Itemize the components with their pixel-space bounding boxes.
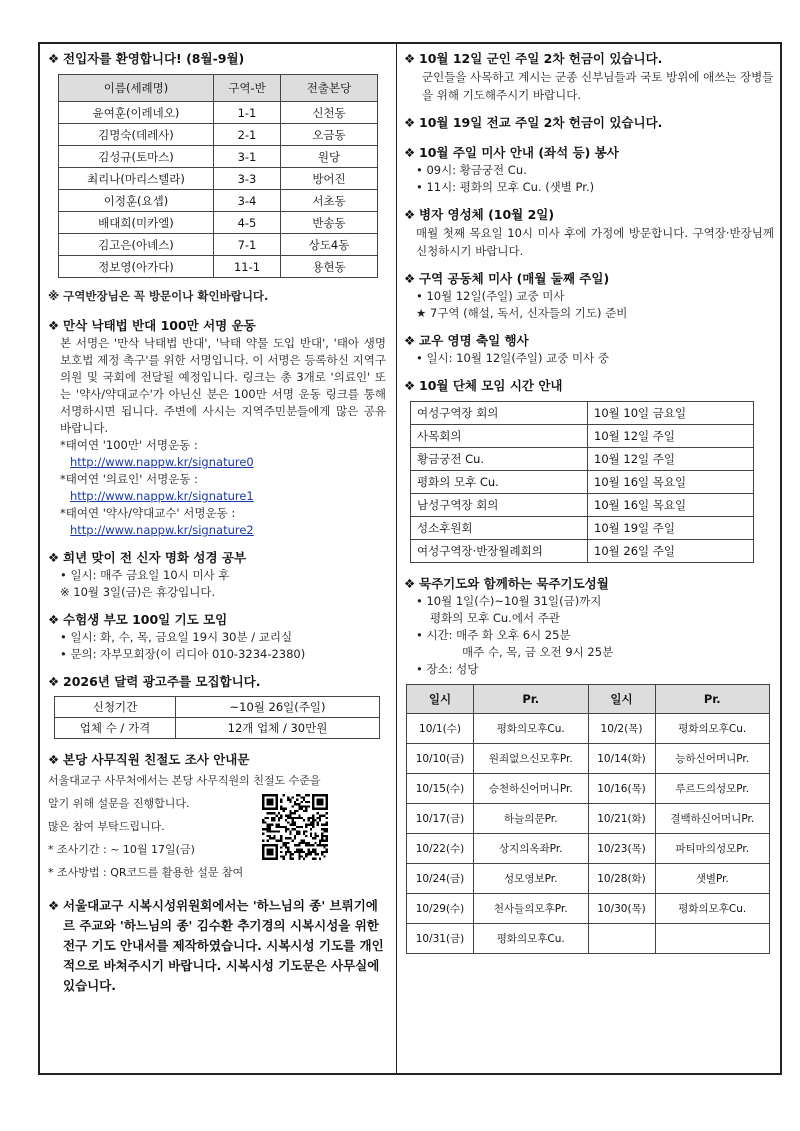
qr-code-icon[interactable] [262,794,328,860]
table-cell: 여성구역장 회의 [411,402,588,425]
table-cell: 10/31(금) [407,924,474,954]
table-cell: 7-1 [214,234,281,256]
bullet-icon: ❖ [404,576,416,591]
bullet-icon: ❖ [48,318,60,333]
calendar-table [54,696,380,739]
bullet-icon: ❖ [48,674,60,689]
table-cell: 사목회의 [411,425,588,448]
table-cell: 2-1 [214,124,281,146]
table-cell: 방어진 [281,168,378,190]
groups-table-body [411,402,754,563]
sick-body: 매월 첫째 목요일 10시 미사 후에 가정에 방문합니다. 구역장·반장님께 신청하시기 바랍니다. [416,226,774,258]
mission-heading: ❖ 10월 19일 전교 주일 2차 헌금이 있습니다. [404,115,663,130]
survey-line: 많은 참여 부탁드립니다. [48,820,165,833]
rosary-line: • 시간: 매주 화 오후 6시 25분 [416,628,571,642]
table-row [59,212,378,234]
table-cell: ~10월 26일(주일) [176,697,380,718]
table-cell: 남성구역장 회의 [411,494,588,517]
table-header: 이름(세례명) [59,75,214,102]
table-cell: 성모영보Pr. [474,864,589,894]
table-row [407,714,770,744]
table-cell: 10월 19일 주일 [588,517,754,540]
table-cell: 상도4동 [281,234,378,256]
table-row [411,471,754,494]
right-column [404,50,774,954]
table-cell: 정보영(아가다) [59,256,214,278]
table-cell: 10/14(화) [588,744,655,774]
table-row [407,924,770,954]
rosary-table-body [407,714,770,954]
table-cell: 결백하신어머니Pr. [655,804,770,834]
welcome-note: ※ 구역반장님은 꼭 방문이나 확인바랍니다. [48,289,269,303]
table-row [407,804,770,834]
table-row [411,425,754,448]
district-line: • 10월 12일(주일) 교중 미사 [416,289,565,303]
table-cell: 4-5 [214,212,281,234]
rosary-line: 매주 수, 목, 금 오전 9시 25분 [462,645,614,659]
bible-heading: ❖ 희년 맞이 전 신자 명화 성경 공부 [48,550,247,565]
groups-heading: ❖ 10월 단체 모임 시간 안내 [404,378,563,393]
table-cell: 10/10(금) [407,744,474,774]
table-cell: 10/24(금) [407,864,474,894]
bullet-icon: ❖ [404,207,416,222]
bullet-icon: ❖ [48,51,60,66]
signature-link[interactable]: http://www.nappw.kr/signature1 [70,489,254,503]
table-header: 일시 [588,685,655,714]
table-row [407,744,770,774]
beatification-text: 서울대교구 시복시성위원회에서는 '하느님의 종' 브뤼기에르 주교와 '하느님의 종' 김수환 추기경의 시복시성을 위한 전구 기도 안내서를 제작하였습니다. 시복시성 기도를 개인적으로 바쳐주시기 바랍니다. 시복시성 기도문은 사무실에 있습니다. [63,898,384,993]
rosary-line: 평화의 모후 Cu.에서 주관 [430,611,560,625]
table-row [55,697,380,718]
table-header: 일시 [407,685,474,714]
table-cell: 업체 수 / 가격 [55,718,176,739]
patron-heading: ❖ 교우 영명 축일 행사 [404,333,529,348]
left-column [48,50,386,996]
exam-heading: ❖ 수험생 부모 100일 기도 모임 [48,612,228,627]
table-cell: 10/21(화) [588,804,655,834]
table-cell: 최리나(마리스텔라) [59,168,214,190]
table-row [411,448,754,471]
table-cell: 김성규(토마스) [59,146,214,168]
table-row [411,517,754,540]
table-cell: 평화의모후Cu. [655,714,770,744]
bullet-icon: ❖ [404,115,416,130]
table-cell: 10/22(수) [407,834,474,864]
table-cell: 이정훈(요셉) [59,190,214,212]
table-row [411,494,754,517]
table-cell [588,924,655,954]
survey-line: * 조사기간 : ~ 10월 17일(금) [48,843,195,856]
rosary-table [406,684,770,954]
table-cell: 오금동 [281,124,378,146]
table-cell: 평화의모후Cu. [655,894,770,924]
table-cell: 평화의 모후 Cu. [411,471,588,494]
table-header: 구역-반 [214,75,281,102]
table-cell: 12개 업체 / 30만원 [176,718,380,739]
petition-heading: ❖ 만삭 낙태법 반대 100만 서명 운동 [48,318,256,333]
military-body: 군인들을 사목하고 계시는 군종 신부님들과 국토 방위에 애쓰는 장병들을 위해 기도해주시기 바랍니다. [422,70,774,102]
table-cell [655,924,770,954]
table-cell: 신청기간 [55,697,176,718]
welcome-table [58,74,378,278]
table-cell: 1-1 [214,102,281,124]
district-line: ★ 7구역 (해설, 독서, 신자들의 기도) 준비 [416,306,628,320]
welcome-heading: ❖ 전입자를 환영합니다! (8월-9월) [48,51,245,66]
table-cell: 루르드의성모Pr. [655,774,770,804]
table-cell: 10/28(화) [588,864,655,894]
beatification-notice [48,896,386,996]
petition-body: 본 서명은 '만삭 낙태법 반대', '낙태 약물 도입 반대', '태아 생명 보호법 제정 촉구'를 위한 서명입니다. 이 서명은 등록하신 지역구 의원 및 국회에 전달될 예정입니다. 링크는 총 3개로 '의료인' 또는 '약사/약대교수'가 아닌신 분은 100만 서명 운동 링크를 통해 서명하시면 됩니다. 주변에 사시는 지역주민분들에게 많은 공유 바랍니다. [60,336,386,435]
bullet-icon: ❖ [404,333,416,348]
bullet-icon: ❖ [404,378,416,393]
bullet-icon: ❖ [404,51,416,66]
table-cell: 10월 12일 주일 [588,425,754,448]
link-label: *태여연 '100만' 서명운동 : [60,438,198,452]
sick-heading: ❖ 병자 영성체 (10월 2일) [404,207,555,222]
table-cell: 10월 16일 목요일 [588,471,754,494]
survey-body [48,769,386,884]
table-row [407,774,770,804]
table-cell: 배대희(미카엘) [59,212,214,234]
table-header: Pr. [655,685,770,714]
survey-heading: ❖ 본당 사무직원 친절도 조사 안내문 [48,752,250,767]
patron-line: • 일시: 10월 12일(주일) 교중 미사 중 [416,351,610,365]
exam-line: • 문의: 자부모회장(이 리디아 010-3234-2380) [60,647,306,661]
table-cell: 3-1 [214,146,281,168]
rosary-heading: ❖ 묵주기도와 함께하는 묵주기도성월 [404,576,609,591]
table-cell: 11-1 [214,256,281,278]
rosary-line: • 장소: 성당 [416,662,479,676]
table-row [59,124,378,146]
table-cell: 천사들의모후Pr. [474,894,589,924]
bullet-icon: ❖ [48,612,60,627]
table-header-row [59,75,378,102]
table-cell: 10월 10일 금요일 [588,402,754,425]
table-row [59,168,378,190]
bible-line: ※ 10월 3일(금)은 휴강입니다. [60,585,216,599]
bullet-icon: ❖ [48,898,60,913]
table-cell: 하늘의문Pr. [474,804,589,834]
petition-links [48,437,386,539]
table-cell: 3-4 [214,190,281,212]
table-cell: 10월 16일 목요일 [588,494,754,517]
table-row [411,402,754,425]
table-cell: 상지의옥좌Pr. [474,834,589,864]
table-cell: 원당 [281,146,378,168]
link-label: *태여연 '약사/약대교수' 서명운동 : [60,506,236,520]
table-row [411,540,754,563]
table-row [407,894,770,924]
signature-link[interactable]: http://www.nappw.kr/signature0 [70,455,254,469]
military-heading: ❖ 10월 12일 군인 주일 2차 헌금이 있습니다. [404,51,663,66]
table-cell: 파티마의성모Pr. [655,834,770,864]
survey-line: * 조사방법 : QR코드를 활용한 설문 참여 [48,866,244,879]
signature-link[interactable]: http://www.nappw.kr/signature2 [70,523,254,537]
table-row [59,256,378,278]
survey-line: 알기 위해 설문을 진행합니다. [48,797,190,810]
table-cell: 김고은(아녜스) [59,234,214,256]
bullet-icon: ❖ [48,752,60,767]
table-cell: 10/1(수) [407,714,474,744]
table-cell: 김명숙(데레사) [59,124,214,146]
groups-table [410,401,754,563]
mass-heading: ❖ 10월 주일 미사 안내 (좌석 등) 봉사 [404,145,619,160]
table-cell: 황금궁전 Cu. [411,448,588,471]
table-cell: 신천동 [281,102,378,124]
table-cell: 반송동 [281,212,378,234]
table-row [59,102,378,124]
exam-line: • 일시: 화, 수, 목, 금요일 19시 30분 / 교리실 [60,630,293,644]
table-row [59,146,378,168]
table-cell: 10월 12일 주일 [588,448,754,471]
table-cell: 3-3 [214,168,281,190]
table-cell: 원죄없으신모후Pr. [474,744,589,774]
table-cell: 샛별Pr. [655,864,770,894]
table-cell: 윤여훈(이레네오) [59,102,214,124]
table-cell: 평화의모후Cu. [474,714,589,744]
bullet-icon: ❖ [404,145,416,160]
table-cell: 10/23(목) [588,834,655,864]
link-label: *태여연 '의료인' 서명운동 : [60,472,199,486]
table-cell: 10/30(목) [588,894,655,924]
table-cell: 10/17(금) [407,804,474,834]
table-cell: 능하신어머니Pr. [655,744,770,774]
table-cell: 여성구역장·반장월례회의 [411,540,588,563]
table-cell: 10/15(수) [407,774,474,804]
table-cell: 성소후원회 [411,517,588,540]
table-cell: 용현동 [281,256,378,278]
table-header-row [407,685,770,714]
table-cell: 10월 26일 주일 [588,540,754,563]
table-cell: 10/29(수) [407,894,474,924]
bullet-icon: ❖ [48,550,60,565]
district-heading: ❖ 구역 공동체 미사 (매월 둘째 주일) [404,271,610,286]
table-row [55,718,380,739]
calendar-heading: ❖ 2026년 달력 광고주를 모집합니다. [48,674,261,689]
bullet-icon: ❖ [404,271,416,286]
rosary-line: • 10월 1일(수)~10월 31일(금)까지 [416,594,602,608]
table-cell: 승천하신어머니Pr. [474,774,589,804]
table-row [59,234,378,256]
table-cell: 10/16(목) [588,774,655,804]
table-header: 전출본당 [281,75,378,102]
table-cell: 서초동 [281,190,378,212]
bible-line: • 일시: 매주 금요일 10시 미사 후 [60,568,230,582]
table-row [59,190,378,212]
welcome-table-body [59,102,378,278]
column-divider [396,42,397,1075]
table-header: Pr. [474,685,589,714]
mass-line: • 11시: 평화의 모후 Cu. (샛별 Pr.) [416,180,595,194]
table-cell: 10/2(목) [588,714,655,744]
survey-line: 서울대교구 사무처에서는 본당 사무직원의 친절도 수준을 [48,774,321,787]
table-row [407,834,770,864]
mass-line: • 09시: 황금궁전 Cu. [416,163,527,177]
table-row [407,864,770,894]
table-cell: 평화의모후Cu. [474,924,589,954]
